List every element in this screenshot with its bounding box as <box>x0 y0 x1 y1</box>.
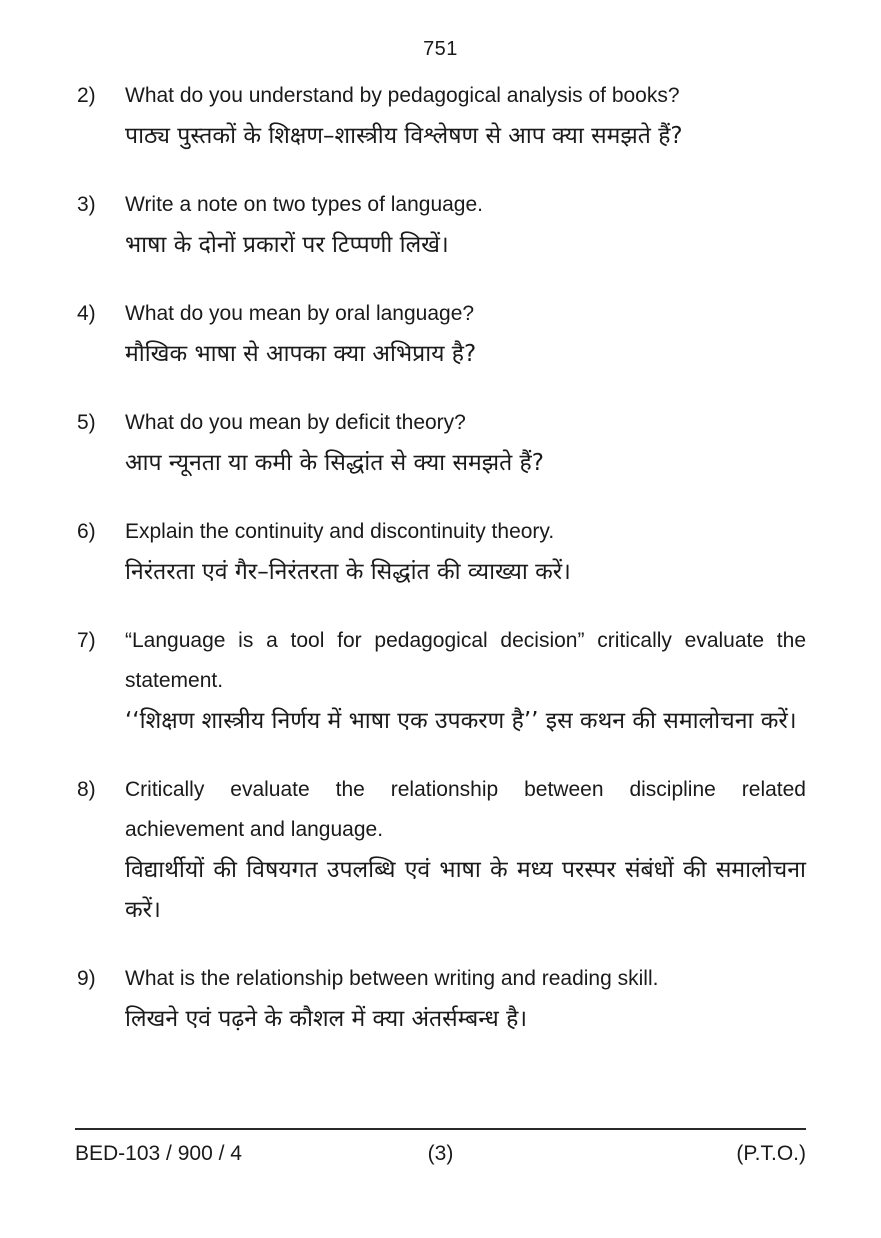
question-text-hindi: पाठ्य पुस्तकों के शिक्षण–शास्त्रीय विश्लेषण से आप क्या समझते हैं? <box>125 123 683 149</box>
question-number: 4) <box>77 302 96 325</box>
question-number: 6) <box>77 520 96 543</box>
question-number: 3) <box>77 193 96 216</box>
question-number: 7) <box>77 629 96 652</box>
question-item <box>77 512 806 592</box>
question-text-english: What do you mean by oral language? <box>125 302 475 325</box>
question-number: 9) <box>77 967 96 990</box>
question-text-hindi: लिखने एवं पढ़ने के कौशल में क्या अंतर्सम्बन्ध है। <box>125 1006 528 1032</box>
question-item <box>77 621 806 741</box>
question-number: 8) <box>77 778 96 801</box>
question-text-english: What do you understand by pedagogical analysis of books? <box>125 84 680 107</box>
footer-row <box>75 1142 806 1166</box>
question-item <box>77 294 806 374</box>
question-item <box>77 185 806 265</box>
question-text-hindi: मौखिक भाषा से आपका क्या अभिप्राय है? <box>125 341 477 367</box>
question-body <box>125 621 806 741</box>
paper-code: BED-103 / 900 / 4 <box>75 1142 242 1165</box>
question-item <box>77 770 806 930</box>
question-item <box>77 959 806 1039</box>
question-body <box>125 959 806 1039</box>
question-text-english: What do you mean by deficit theory? <box>125 411 466 434</box>
question-item <box>77 403 806 483</box>
question-text-hindi: ‘‘शिक्षण शास्त्रीय निर्णय में भाषा एक उपकरण है’’ इस कथन की समालोचना करें। <box>125 708 797 734</box>
question-item <box>77 76 806 156</box>
page-footer <box>75 1128 806 1166</box>
question-text-hindi: निरंतरता एवं गैर–निरंतरता के सिद्धांत की व्याख्या करें। <box>125 559 571 585</box>
question-text-hindi: विद्यार्थीयों की विषयगत उपलब्धि एवं भाषा के मध्य परस्पर संबंधों की समालोचना करें। <box>125 857 806 923</box>
question-body <box>125 185 806 265</box>
question-body <box>125 403 806 483</box>
question-body <box>125 770 806 930</box>
question-text-hindi: भाषा के दोनों प्रकारों पर टिप्पणी लिखें। <box>125 232 449 258</box>
page-number-top: 751 <box>423 38 458 60</box>
question-text-english: “Language is a tool for pedagogical decision” critically evaluate the statement. <box>125 629 806 692</box>
question-body <box>125 76 806 156</box>
question-body <box>125 512 806 592</box>
question-body <box>125 294 806 374</box>
question-text-hindi: आप न्यूनता या कमी के सिद्धांत से क्या समझते हैं? <box>125 450 544 476</box>
question-number: 2) <box>77 84 96 107</box>
question-text-english: Write a note on two types of language. <box>125 193 484 216</box>
page-indicator: (3) <box>427 1142 454 1165</box>
question-text-english: Critically evaluate the relationship between discipline related achievement and language. <box>125 778 806 841</box>
pto-label: (P.T.O.) <box>736 1142 806 1165</box>
question-number: 5) <box>77 411 96 434</box>
question-text-english: What is the relationship between writing and reading skill. <box>125 967 659 990</box>
questions-list <box>77 76 806 1068</box>
question-text-english: Explain the continuity and discontinuity theory. <box>125 520 555 543</box>
